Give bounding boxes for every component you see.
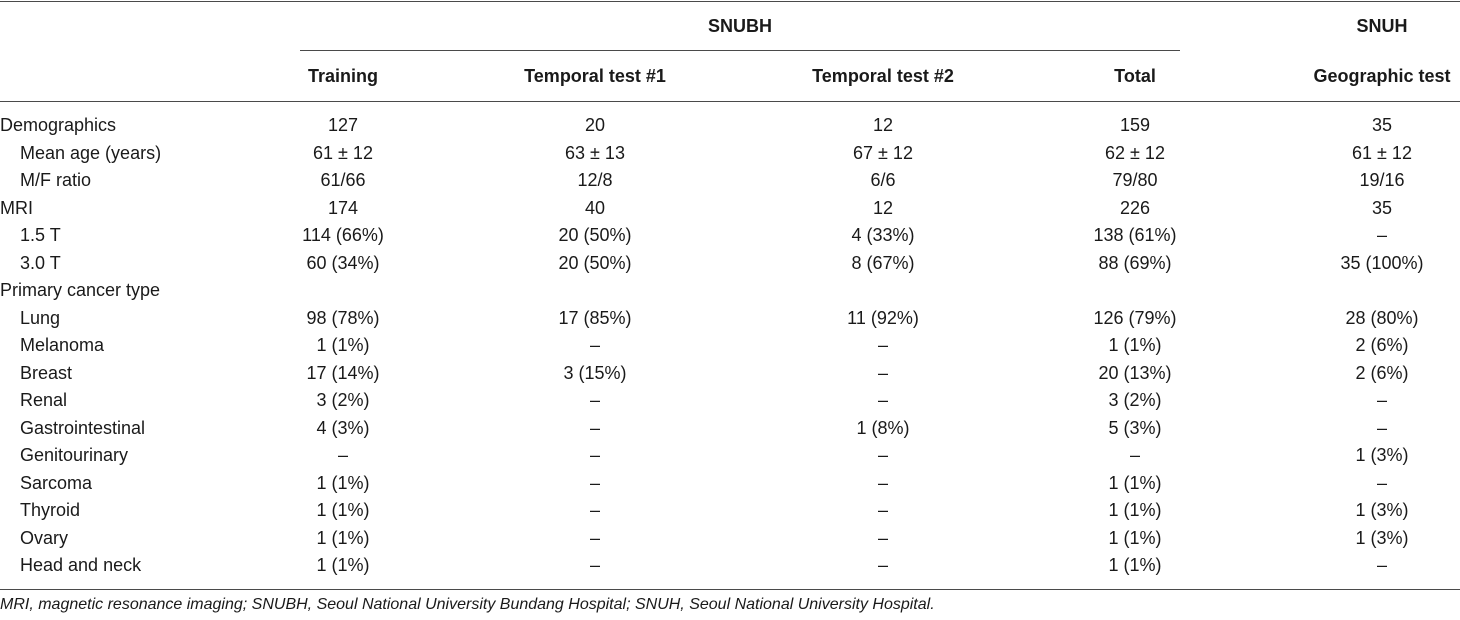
table-bottom-rule xyxy=(0,589,1460,590)
cell-temporal-test-1: – xyxy=(589,390,601,410)
cell-total: 1 (1%) xyxy=(1108,335,1162,355)
cell-total: 1 (1%) xyxy=(1108,555,1162,575)
cell-training: 127 xyxy=(327,115,359,135)
cell-total: 1 (1%) xyxy=(1108,472,1162,493)
cell-temporal-test-1: – xyxy=(589,527,601,548)
cell-total: – xyxy=(1129,445,1141,465)
row-label: Sarcoma xyxy=(20,472,93,493)
cell-training: 1 (1%) xyxy=(316,527,370,548)
cell-geographic-test: – xyxy=(1376,555,1388,575)
table-row xyxy=(0,112,1460,139)
cell-geographic-test: – xyxy=(1376,417,1388,438)
cell-geographic-test: 28 (80%) xyxy=(1345,307,1419,328)
table-row xyxy=(0,415,1460,442)
table-row xyxy=(0,277,1460,304)
row-label: Renal xyxy=(20,390,68,410)
cell-temporal-test-2: 1 (8%) xyxy=(856,417,910,438)
cell-geographic-test: 19/16 xyxy=(1359,170,1405,190)
table-row xyxy=(0,525,1460,552)
cell-geographic-test: 2 (6%) xyxy=(1355,335,1409,355)
cell-training: 1 (1%) xyxy=(316,335,370,355)
cell-temporal-test-1: 63 ± 13 xyxy=(565,142,625,163)
cell-temporal-test-1: 3 (15%) xyxy=(563,362,627,383)
cell-temporal-test-1: – xyxy=(589,417,601,438)
row-label: 3.0 T xyxy=(20,252,61,273)
cell-training: 3 (2%) xyxy=(316,390,370,410)
cell-temporal-test-1: 12/8 xyxy=(577,170,613,190)
row-label: Head and neck xyxy=(20,555,142,575)
cell-temporal-test-2: 4 (33%) xyxy=(851,225,915,245)
cell-temporal-test-1: 20 xyxy=(584,115,606,135)
table-row xyxy=(0,332,1460,359)
cell-training: – xyxy=(337,445,349,465)
row-label: Lung xyxy=(20,307,61,328)
table-row xyxy=(0,195,1460,222)
group-header-snubh: SNUBH xyxy=(707,16,773,36)
cell-total: 62 ± 12 xyxy=(1105,142,1165,163)
cell-training: 98 (78%) xyxy=(306,307,380,328)
cell-temporal-test-1: – xyxy=(589,500,601,520)
table-row xyxy=(0,387,1460,414)
cell-geographic-test: 35 (100%) xyxy=(1340,252,1424,273)
table-row xyxy=(0,222,1460,249)
cell-temporal-test-1: – xyxy=(589,335,601,355)
cell-temporal-test-2: 67 ± 12 xyxy=(853,142,913,163)
cell-geographic-test: 61 ± 12 xyxy=(1352,142,1412,163)
row-label: 1.5 T xyxy=(20,225,61,245)
cell-geographic-test: 1 (3%) xyxy=(1355,500,1409,520)
cell-temporal-test-1: – xyxy=(589,472,601,493)
cell-total: 3 (2%) xyxy=(1108,390,1162,410)
row-label: Gastrointestinal xyxy=(20,417,146,438)
cell-geographic-test: – xyxy=(1376,225,1388,245)
cell-temporal-test-2: – xyxy=(877,335,889,355)
table-row xyxy=(0,442,1460,469)
table-row xyxy=(0,497,1460,524)
table-top-rule xyxy=(0,1,1460,2)
cell-temporal-test-1: 40 xyxy=(584,197,606,218)
cell-geographic-test: 35 xyxy=(1371,115,1393,135)
cell-training: 60 (34%) xyxy=(306,252,380,273)
column-header-temporal-test-2: Temporal test #2 xyxy=(812,66,954,86)
table-row xyxy=(0,552,1460,579)
cell-geographic-test: 1 (3%) xyxy=(1355,527,1409,548)
cell-total: 5 (3%) xyxy=(1108,417,1162,438)
cell-temporal-test-1: 17 (85%) xyxy=(558,307,632,328)
cell-geographic-test: 1 (3%) xyxy=(1355,445,1409,465)
cell-training: 1 (1%) xyxy=(316,472,370,493)
row-label: Mean age (years) xyxy=(20,142,162,163)
row-label: Primary cancer type xyxy=(0,280,161,300)
cell-training: 17 (14%) xyxy=(306,362,380,383)
cell-geographic-test: 2 (6%) xyxy=(1355,362,1409,383)
cell-training: 61 ± 12 xyxy=(313,142,373,163)
cell-total: 126 (79%) xyxy=(1093,307,1177,328)
cell-temporal-test-2: – xyxy=(877,362,889,383)
cell-temporal-test-2: – xyxy=(877,472,889,493)
column-header-total: Total xyxy=(1114,66,1156,86)
row-label: Melanoma xyxy=(20,335,105,355)
row-label: Breast xyxy=(20,362,73,383)
cell-training: 61/66 xyxy=(320,170,366,190)
row-label: Thyroid xyxy=(20,500,81,520)
cell-temporal-test-2: 6/6 xyxy=(870,170,896,190)
cell-temporal-test-1: 20 (50%) xyxy=(558,252,632,273)
table-row xyxy=(0,360,1460,387)
cell-temporal-test-2: 12 xyxy=(872,197,894,218)
cell-total: 79/80 xyxy=(1112,170,1158,190)
cell-total: 138 (61%) xyxy=(1093,225,1177,245)
cell-training: 1 (1%) xyxy=(316,555,370,575)
cell-temporal-test-2: 11 (92%) xyxy=(847,307,919,328)
cell-temporal-test-2: – xyxy=(877,390,889,410)
table-row xyxy=(0,470,1460,497)
group-underline-snubh xyxy=(300,50,1180,51)
table-row xyxy=(0,250,1460,277)
cell-temporal-test-2: – xyxy=(877,500,889,520)
cell-geographic-test: – xyxy=(1376,472,1388,493)
cell-temporal-test-1: 20 (50%) xyxy=(558,225,632,245)
cell-total: 1 (1%) xyxy=(1108,527,1162,548)
cell-total: 20 (13%) xyxy=(1098,362,1172,383)
cell-training: 1 (1%) xyxy=(316,500,370,520)
cell-total: 88 (69%) xyxy=(1098,252,1172,273)
cell-total: 1 (1%) xyxy=(1108,500,1162,520)
cell-temporal-test-2: – xyxy=(877,527,889,548)
cell-temporal-test-1: – xyxy=(589,445,601,465)
cell-training: 114 (66%) xyxy=(302,225,384,245)
column-header-temporal-test-1: Temporal test #1 xyxy=(524,66,666,86)
cell-training: 174 xyxy=(327,197,359,218)
cell-training: 4 (3%) xyxy=(316,417,370,438)
cell-temporal-test-1: – xyxy=(589,555,601,575)
cell-temporal-test-2: – xyxy=(877,445,889,465)
row-label: MRI xyxy=(0,197,33,218)
column-header-training: Training xyxy=(307,66,379,86)
cell-total: 226 xyxy=(1119,197,1151,218)
row-label: Ovary xyxy=(20,527,69,548)
header-bottom-rule xyxy=(0,101,1460,102)
table-footnote: MRI, magnetic resonance imaging; SNUBH, Seoul National University Bundang Hospital; SNUH, Seoul National University Hospital. xyxy=(0,596,935,613)
row-label: M/F ratio xyxy=(20,170,92,190)
cell-geographic-test: 35 xyxy=(1371,197,1393,218)
cell-total: 159 xyxy=(1119,115,1151,135)
row-label: Demographics xyxy=(0,115,117,135)
cell-temporal-test-2: 8 (67%) xyxy=(851,252,915,273)
table-row xyxy=(0,140,1460,167)
column-header-geographic-test: Geographic test xyxy=(1313,66,1451,86)
table-row xyxy=(0,167,1460,194)
cell-geographic-test: – xyxy=(1376,390,1388,410)
row-label: Genitourinary xyxy=(20,445,129,465)
table-row xyxy=(0,305,1460,332)
group-header-snuh: SNUH xyxy=(1356,16,1408,36)
cell-temporal-test-2: – xyxy=(877,555,889,575)
cell-temporal-test-2: 12 xyxy=(872,115,894,135)
